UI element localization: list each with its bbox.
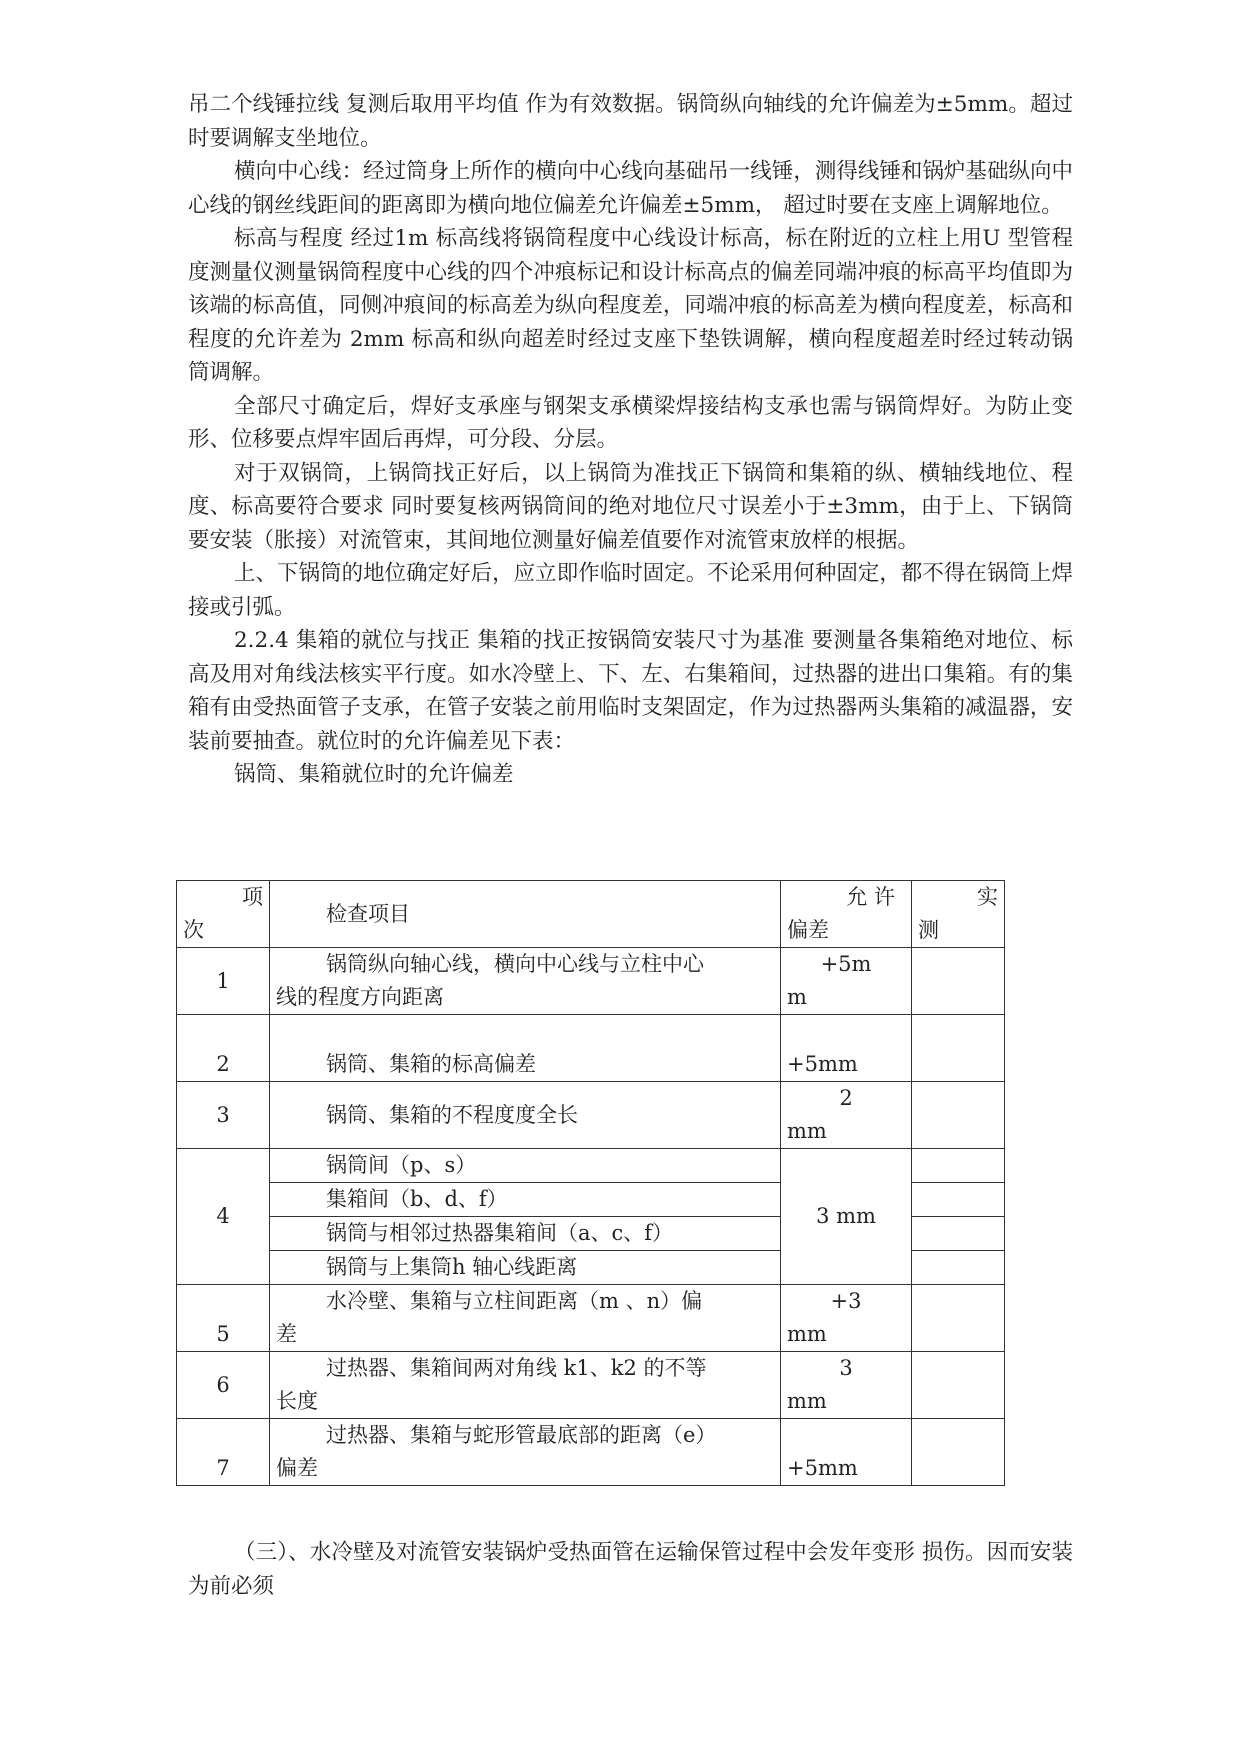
header-item bbox=[270, 881, 781, 948]
row-tol-line: mm bbox=[787, 1322, 827, 1346]
header-item-label: 检查项目 bbox=[326, 901, 410, 926]
row-tolerance bbox=[781, 1082, 912, 1149]
row-measured bbox=[912, 948, 1005, 1015]
row-measured bbox=[912, 1183, 1005, 1217]
row-index: 1 bbox=[177, 948, 270, 1015]
row-item bbox=[270, 1082, 781, 1149]
table-row bbox=[177, 1149, 1005, 1183]
row-measured bbox=[912, 1251, 1005, 1285]
row-index: 7 bbox=[177, 1419, 270, 1486]
table-row bbox=[177, 1352, 1005, 1419]
paragraph-2: 横向中心线：经过筒身上所作的横向中心线向基础吊一线锤，测得线锤和锅炉基础纵向中心线的钢丝线距间的距离即为横向地位偏差允许偏差±5mm， 超过时要在支座上调解地位。 bbox=[188, 159, 1073, 218]
row-tolerance bbox=[781, 1352, 912, 1419]
row-item bbox=[270, 948, 781, 1015]
row-tol-line: +3 bbox=[830, 1289, 862, 1313]
row-measured bbox=[912, 1285, 1005, 1352]
row-tol-line: +5m bbox=[820, 952, 872, 976]
header-tolerance bbox=[781, 881, 912, 948]
row-index: 4 bbox=[177, 1149, 270, 1285]
document-body bbox=[188, 88, 1073, 792]
row-item-line: 水冷壁、集箱与立柱间距离（m 、n）偏 bbox=[326, 1289, 703, 1313]
row-item-line: 线的程度方向距离 bbox=[276, 985, 444, 1009]
closing-section bbox=[188, 1536, 1073, 1603]
table-row bbox=[177, 948, 1005, 1015]
row-tolerance bbox=[781, 1015, 912, 1082]
row-measured bbox=[912, 1352, 1005, 1419]
table-row bbox=[177, 1285, 1005, 1352]
row-item bbox=[270, 1285, 781, 1352]
table-row bbox=[177, 1015, 1005, 1082]
table-row bbox=[177, 1082, 1005, 1149]
row-item bbox=[270, 1352, 781, 1419]
row-measured bbox=[912, 1419, 1005, 1486]
row-tol-line: m bbox=[787, 985, 807, 1009]
row-item-line: 长度 bbox=[276, 1389, 318, 1413]
row-index: 3 bbox=[177, 1082, 270, 1149]
header-meas-bottom: 测 bbox=[918, 918, 939, 942]
row-item-line: 过热器、集箱间两对角线 k1、k2 的不等 bbox=[326, 1356, 707, 1380]
row-tol-line bbox=[787, 1419, 905, 1452]
row-tol-line: mm bbox=[787, 1119, 827, 1143]
row-tolerance bbox=[781, 1285, 912, 1352]
row-item-line: 偏差 bbox=[276, 1456, 318, 1480]
row-tol-line: 2 bbox=[839, 1086, 853, 1110]
row-tolerance: 3 mm bbox=[781, 1149, 912, 1285]
row-item bbox=[270, 1015, 781, 1082]
row-item-line: 锅筒、集箱的不程度度全长 bbox=[326, 1102, 578, 1127]
row-sub-item bbox=[270, 1251, 781, 1285]
row-index: 5 bbox=[177, 1285, 270, 1352]
row-measured bbox=[912, 1015, 1005, 1082]
paragraph-7: 2.2.4 集箱的就位与找正 集箱的找正按锅筒安装尺寸为基准 要测量各集箱绝对地位、标高及用对角线法核实平行度。如水冷壁上、下、左、右集箱间，过热器的进出口集箱。有的集箱有由受热面管子支承，在管子安装之前用临时支架固定，作为过热器两头集箱的减温器，安装前要抽查。就位时的允许偏差见下表： bbox=[188, 628, 1073, 754]
row-measured bbox=[912, 1217, 1005, 1251]
row-tol-line: 3 bbox=[839, 1356, 853, 1380]
table-header-row bbox=[177, 881, 1005, 948]
row-tol-line bbox=[787, 1015, 905, 1048]
row-tol-line: +5mm bbox=[787, 1052, 858, 1076]
header-meas-top: 实 bbox=[977, 885, 998, 909]
row-measured bbox=[912, 1149, 1005, 1183]
row-sub-item bbox=[270, 1183, 781, 1217]
paragraph-6: 上、下锅筒的地位确定好后，应立即作临时固定。不论采用何种固定，都不得在锅筒上焊接或引弧。 bbox=[188, 561, 1073, 620]
header-index bbox=[177, 881, 270, 948]
row-index: 6 bbox=[177, 1352, 270, 1419]
sub-item-label: 锅筒间（p、s） bbox=[326, 1153, 477, 1177]
tolerance-table bbox=[176, 880, 1005, 1486]
paragraph-4: 全部尺寸确定后，焊好支承座与钢架支承横梁焊接结构支承也需与锅筒焊好。为防止变形、位移要点焊牢固后再焊，可分段、分层。 bbox=[188, 393, 1073, 452]
row-tol-line: mm bbox=[787, 1389, 827, 1413]
header-tol-bottom: 偏差 bbox=[787, 918, 829, 942]
table-caption: 锅筒、集箱就位时的允许偏差 bbox=[234, 762, 514, 787]
row-tolerance bbox=[781, 948, 912, 1015]
row-item-line: 过热器、集箱与蛇形管最底部的距离（e） bbox=[326, 1423, 717, 1447]
header-index-top: 项 bbox=[242, 885, 263, 909]
paragraph-1: 吊二个线锤拉线 复测后取用平均值 作为有效数据。锅筒纵向轴线的允许偏差为±5mm。超过时要调解支坐地位。 bbox=[188, 92, 1073, 151]
row-tol-line: +5mm bbox=[787, 1456, 858, 1480]
table-row bbox=[177, 1419, 1005, 1486]
row-sub-item bbox=[270, 1217, 781, 1251]
paragraph-3: 标高与程度 经过1m 标高线将锅筒程度中心线设计标高，标在附近的立柱上用U 型管程度测量仪测量锅筒程度中心线的四个冲痕标记和设计标高点的偏差同端冲痕的标高平均值即为该端的标高值，同侧冲痕间的标高差为纵向程度差，同端冲痕的标高差为横向程度差，标高和程度的允许差为 2mm 标高和纵向超差时经过支座下垫铁调解，横向程度超差时经过转动锅筒调解。 bbox=[188, 226, 1073, 385]
row-item-line: 锅筒、集箱的标高偏差 bbox=[326, 1052, 536, 1076]
row-item-line bbox=[276, 1015, 774, 1048]
sub-item-label: 集箱间（b、d、f） bbox=[326, 1187, 508, 1211]
header-index-bottom: 次 bbox=[183, 918, 204, 942]
paragraph-5: 对于双锅筒，上锅筒找正好后，以上锅筒为准找正下锅筒和集箱的纵、横轴线地位、程度、标高要符合要求 同时要复核两锅筒间的绝对地位尺寸误差小于±3mm，由于上、下锅筒要安装（胀接）对流管束，其间地位测量好偏差值要作对流管束放样的根据。 bbox=[188, 460, 1073, 553]
sub-item-label: 锅筒与上集筒h 轴心线距离 bbox=[326, 1255, 578, 1279]
row-index: 2 bbox=[177, 1015, 270, 1082]
row-sub-item bbox=[270, 1149, 781, 1183]
row-item bbox=[270, 1419, 781, 1486]
row-measured bbox=[912, 1082, 1005, 1149]
row-item-line: 差 bbox=[276, 1322, 297, 1346]
row-item-line: 锅筒纵向轴心线，横向中心线与立柱中心 bbox=[326, 952, 704, 976]
row-tolerance bbox=[781, 1419, 912, 1486]
header-tol-top: 允 许 bbox=[846, 885, 895, 909]
sub-item-label: 锅筒与相邻过热器集箱间（a、c、f） bbox=[326, 1221, 674, 1245]
header-measured bbox=[912, 881, 1005, 948]
closing-paragraph: （三）、水冷壁及对流管安装锅炉受热面管在运输保管过程中会发年变形 损伤。因而安装为前必须 bbox=[188, 1540, 1073, 1599]
